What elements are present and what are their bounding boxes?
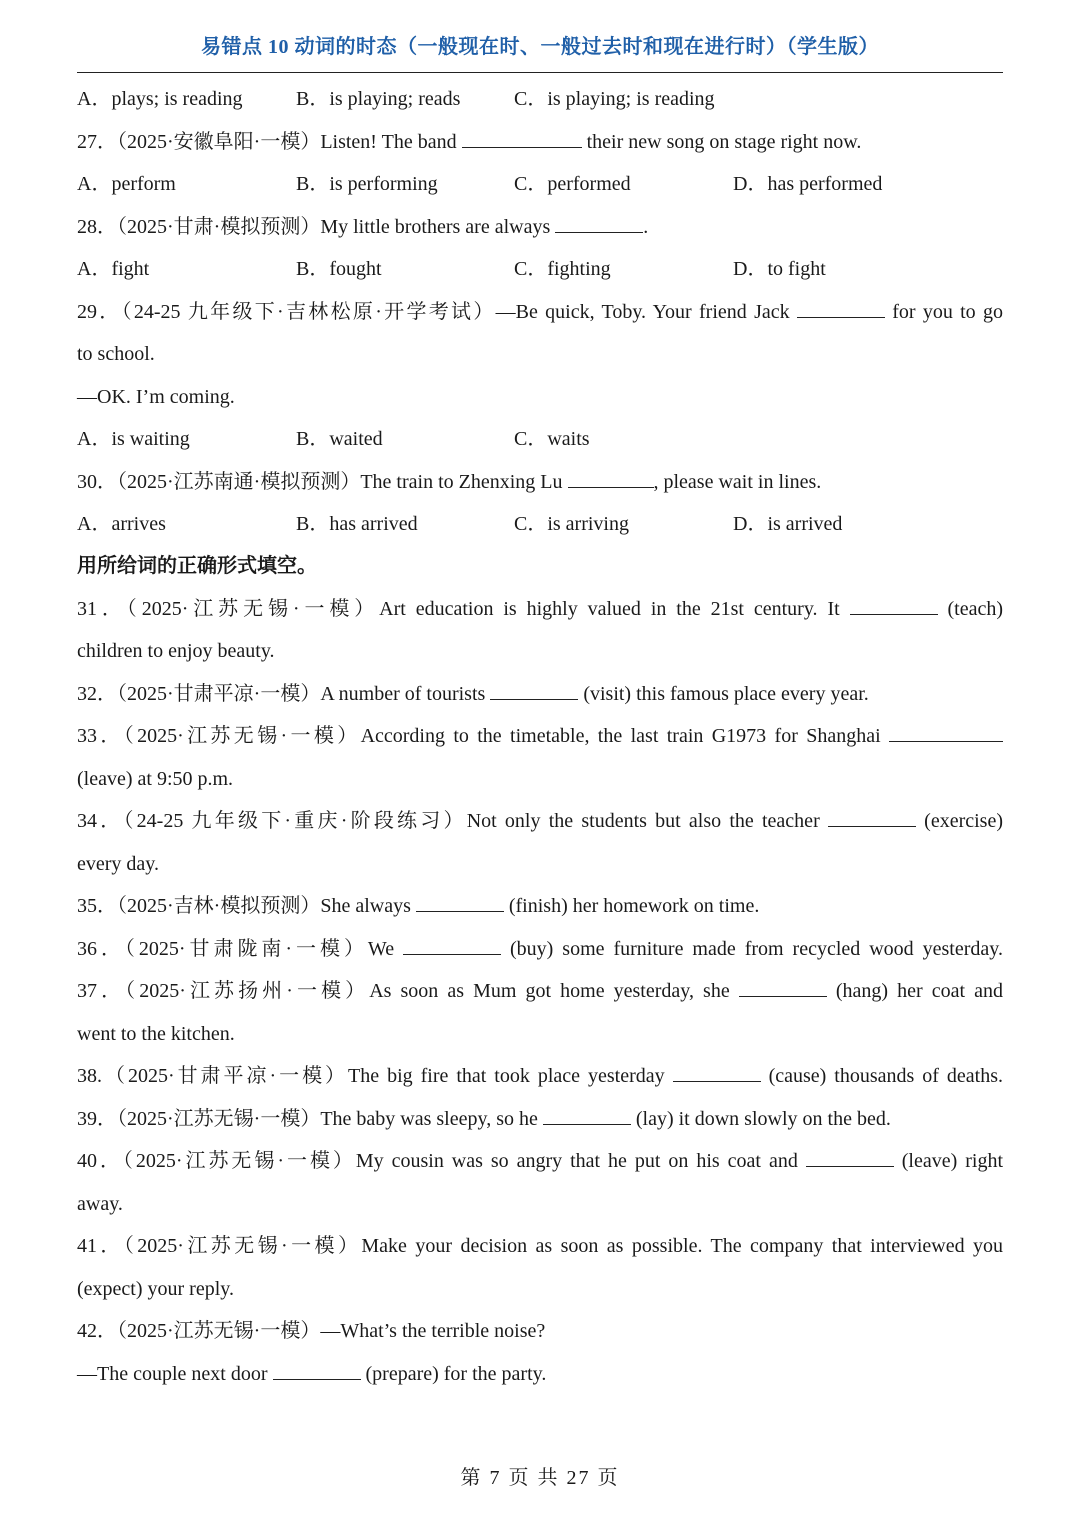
- question-text: 33．（2025·江苏无锡·一模）According to the timetable, the last train G1973 for Shanghai: [77, 725, 889, 747]
- question-text: 42．（2025·江苏无锡·一模）—What’s the terrible noise?: [77, 1320, 546, 1342]
- answer-blank[interactable]: [555, 214, 643, 233]
- section-heading: [77, 553, 1007, 579]
- header-divider: [77, 72, 1003, 73]
- question-line: [77, 638, 1007, 664]
- question-text: went to the kitchen.: [77, 1023, 235, 1045]
- question-text: 37．（2025·江苏扬州·一模）As soon as Mum got home yesterday, she: [77, 980, 739, 1002]
- question-text: to school.: [77, 343, 155, 365]
- answer-blank[interactable]: [673, 1063, 761, 1082]
- answer-option: C．fighting: [514, 258, 611, 280]
- question-text: 35．（2025·吉林·模拟预测）She always: [77, 895, 416, 917]
- answer-option: B．has arrived: [296, 513, 418, 535]
- question-line: [77, 978, 1003, 1004]
- question-text: 39．（2025·江苏无锡·一模）The baby was sleepy, so he: [77, 1108, 543, 1130]
- question-text: 32．（2025·甘肃平凉·一模）A number of tourists: [77, 683, 491, 705]
- answer-blank[interactable]: [543, 1106, 631, 1125]
- answer-option: B．waited: [296, 428, 383, 450]
- question-line: [77, 1191, 1007, 1217]
- question-line: [77, 596, 1003, 622]
- question-line: [77, 1021, 1007, 1047]
- page-number: 第 7 页 共 27 页: [460, 1467, 620, 1489]
- question-text: (teach): [937, 598, 1003, 620]
- answer-blank[interactable]: [403, 936, 501, 955]
- answer-option: A．perform: [77, 173, 176, 195]
- question-text: (hang) her coat and: [826, 980, 1004, 1002]
- question-text: , please wait in lines.: [653, 471, 822, 493]
- question-text: every day.: [77, 853, 159, 875]
- question-line: [77, 766, 1007, 792]
- answer-blank[interactable]: [490, 681, 578, 700]
- question-line: [77, 1361, 1007, 1387]
- answer-blank[interactable]: [850, 596, 938, 615]
- question-text: 29．（24-25 九年级下·吉林松原·开学考试）—Be quick, Toby. Your friend Jack: [77, 301, 797, 323]
- question-line: [77, 1148, 1003, 1174]
- question-text: 27．（2025·安徽阜阳·一模）Listen! The band: [77, 131, 462, 153]
- answer-option: C．waits: [514, 428, 590, 450]
- question-text: (buy) some furniture made from recycled wood yesterday.: [501, 938, 1003, 960]
- question-text: 31．（2025·江苏无锡·一模）Art education is highly valued in the 21st century. It: [77, 598, 850, 620]
- answer-option: A．is waiting: [77, 428, 190, 450]
- question-line: [77, 723, 1003, 749]
- answer-option: C．performed: [514, 173, 631, 195]
- question-text: 36．（2025·甘肃陇南·一模）We: [77, 938, 404, 960]
- answer-blank[interactable]: [416, 893, 504, 912]
- question-text: (expect) your reply.: [77, 1278, 234, 1300]
- question-line: [77, 681, 1007, 707]
- answer-blank[interactable]: [797, 299, 885, 318]
- question-line: [77, 384, 1007, 410]
- question-line: [77, 936, 1003, 962]
- page-header-title: 易错点 10 动词的时态（一般现在时、一般过去时和现在进行时）（学生版）: [201, 36, 879, 58]
- answer-blank[interactable]: [462, 129, 582, 148]
- question-text: children to enjoy beauty.: [77, 640, 275, 662]
- answer-blank[interactable]: [806, 1148, 894, 1167]
- question-line: [77, 893, 1007, 919]
- question-text: (exercise): [915, 810, 1004, 832]
- question-text: 用所给词的正确形式填空。: [77, 555, 317, 577]
- answer-option: A．arrives: [77, 513, 166, 535]
- answer-blank[interactable]: [739, 978, 827, 997]
- answer-option: A．fight: [77, 258, 150, 280]
- answer-option: B．is performing: [296, 173, 438, 195]
- question-text: (prepare) for the party.: [360, 1363, 547, 1385]
- question-text: (leave) right: [893, 1150, 1004, 1172]
- answer-option: B．is playing; reads: [296, 88, 461, 110]
- question-line: [77, 299, 1003, 325]
- question-text: 41．（2025·江苏无锡·一模）Make your decision as soon as possible. The company that interviewed you: [77, 1235, 1003, 1257]
- question-text: —OK. I’m coming.: [77, 386, 235, 408]
- question-text: 30．（2025·江苏南通·模拟预测）The train to Zhenxing Lu: [77, 471, 568, 493]
- question-text: (finish) her homework on time.: [503, 895, 760, 917]
- answer-option: C．is arriving: [514, 513, 629, 535]
- question-text: away.: [77, 1193, 123, 1215]
- answer-option: D．to fight: [733, 258, 826, 280]
- answer-blank[interactable]: [828, 808, 916, 827]
- question-line: [77, 341, 1007, 367]
- question-text: their new song on stage right now.: [581, 131, 862, 153]
- question-line: [77, 808, 1003, 834]
- answer-blank[interactable]: [568, 469, 654, 488]
- answer-option: A．plays; is reading: [77, 88, 243, 110]
- question-line: [77, 1063, 1003, 1089]
- question-text: for you to go: [884, 301, 1003, 323]
- question-text: (visit) this famous place every year.: [578, 683, 869, 705]
- question-line: [77, 851, 1007, 877]
- question-line: [77, 469, 1007, 495]
- answer-blank[interactable]: [273, 1361, 361, 1380]
- question-text: 28．（2025·甘肃·模拟预测）My little brothers are always: [77, 216, 556, 238]
- answer-option: B．fought: [296, 258, 382, 280]
- question-line: [77, 1106, 1007, 1132]
- question-line: [77, 214, 1007, 240]
- question-text: —The couple next door: [77, 1363, 273, 1385]
- question-text: 38.（2025·甘肃平凉·一模）The big fire that took place yesterday: [77, 1065, 673, 1087]
- question-line: [77, 1318, 1007, 1344]
- answer-option: D．has performed: [733, 173, 883, 195]
- question-text: (leave) at 9:50 p.m.: [77, 768, 234, 790]
- question-line: [77, 1233, 1003, 1259]
- question-line: [77, 129, 1007, 155]
- question-text: .: [643, 216, 649, 238]
- answer-blank[interactable]: [889, 723, 1003, 742]
- question-text: 34．（24-25 九年级下·重庆·阶段练习）Not only the students but also the teacher: [77, 810, 828, 832]
- question-text: 40．（2025·江苏无锡·一模）My cousin was so angry that he put on his coat and: [77, 1150, 806, 1172]
- answer-option: C．is playing; is reading: [514, 88, 715, 110]
- question-text: (lay) it down slowly on the bed.: [630, 1108, 891, 1130]
- question-text: (cause) thousands of deaths.: [760, 1065, 1003, 1087]
- question-line: [77, 1276, 1007, 1302]
- answer-option: D．is arrived: [733, 513, 843, 535]
